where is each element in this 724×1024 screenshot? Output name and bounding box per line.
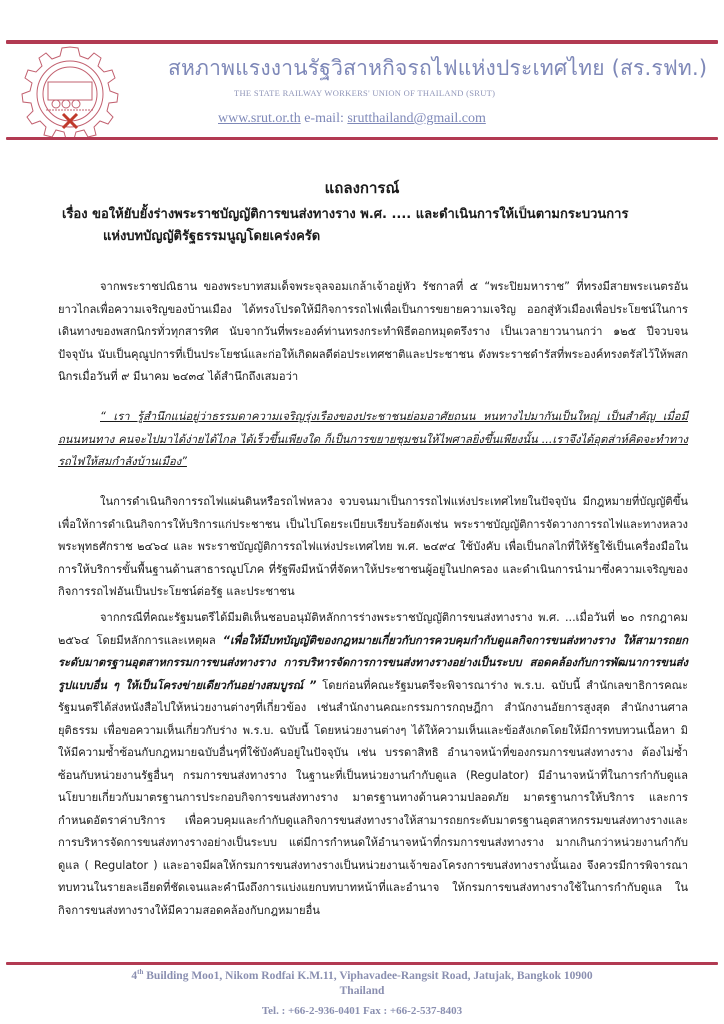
paragraph-2-text: ในการดำเนินกิจการรถไฟแผ่นดินหรือรถไฟหลวง จวบจนมาเป็นการรถไฟแห่งประเทศไทยในปัจจุบัน มีกฎหมายที่บัญญัติขึ้นเพื่อให้การดำเนินกิจการให้บริการแก่ประชาชน เป็นไปโดยระเบียบเรียบร้อยดังเช่น พระราชบัญญัติการจัดวางการรถไฟและทางหลวงพระพุทธศักราช ๒๔๖๔ และ พระราชบัญญัติการรถไฟแห่งประเทศไทย พ.ศ. ๒๔๙๔ ใช้บังคับ เพื่อเป็นกลไกที่ให้รัฐใช้เป็นเครื่องมือในการให้บริการขั้นพื้นฐานด้านสาธารณูปโภค ที่รัฐพึงมีหน้าที่จัดหาให้ประชาชนผู้อยู่ในปกครอง และดำเนินการนำมาซึ่งความเจริญของกิจการรถไฟอันเป็นประโยชน์ต่อรัฐ และประชาชน — [58, 495, 688, 598]
contact-links — [218, 111, 486, 127]
footer-contact: Tel. : +66-2-936-0401 Fax : +66-2-537-8403 — [261, 1005, 463, 1017]
document-title: แถลงการณ์ — [324, 179, 400, 197]
header-bottom-rule — [6, 137, 718, 140]
document-subject — [62, 204, 682, 248]
footer-address-line-2: Thailand — [339, 985, 385, 997]
address-floor-sup: th — [137, 968, 144, 976]
org-name-thai: สหภาพแรงงานรัฐวิสาหกิจรถไฟแห่งประเทศไทย (สร.รฟท.) — [168, 56, 708, 80]
footer-rule — [6, 962, 718, 965]
union-logo-icon — [18, 44, 122, 138]
paragraph-1 — [58, 276, 688, 389]
paragraph-2 — [58, 491, 688, 604]
org-name-english: THE STATE RAILWAY WORKERS' UNION OF THAILAND (SRUT) — [234, 88, 496, 98]
paragraph-3-emphasis: “เพื่อให้มีบทบัญญัติของกฎหมายเกี่ยวกับการควบคุมกำกับดูแลกิจการขนส่งทางราง ให้สามารถยกระดับมาตรฐานอุตสาหกรรมการขนส่งทางราง การบริหารจัดการการขนส่งทางรางอย่างเป็นระบบ สอดคล้องกับการพัฒนาการขนส่งรูปแบบอื่น ๆ ให้เป็นโครงข่ายเดียวกันอย่างสมบูรณ์ ” — [58, 633, 688, 692]
paragraph-3-text-b: โดยก่อนที่คณะรัฐมนตรีจะพิจารณาร่าง พ.ร.บ. ฉบับนี้ สำนักเลขาธิการคณะรัฐมนตรีได้ส่งหนังสือไปให้หน่วยงานต่างๆที่เกี่ยวข้อง เช่นสำนักงานคณะกรรมการกฤษฎีกา สำนักงานอัยการสูงสุด สำนักงานศาลยุติธรรม เพื่อขอความเห็นเกี่ยวกับร่าง พ.ร.บ. ฉบับนี้ โดยหน่วยงานต่างๆ ได้ให้ความเห็นและข้อสังเกตโดยให้มีการทบทวนเนื้อหา มิให้มีความซ้ำซ้อนกับกฎหมายฉบับอื่นๆที่ใช้บังคับอยู่ในปัจจุบัน เช่น บรรดาสิทธิ อำนาจหน้าที่ของกรมการขนส่งทางราง ต้องไม่ซ้ำซ้อนกับหน่วยงานรัฐอื่นๆ กรมการขนส่งทางราง ในฐานะที่เป็นหน่วยงานกำกับดูแล (Regulator) มีอำนาจหน้าที่ในการกำกับดูแลนโยบายเกี่ยวกับมาตรฐานการประกอบกิจการขนส่งทางราง มาตรฐานทางด้านความปลอดภัย มาตรฐานการให้บริการ และการกำหนดอัตราค่าบริการ เพื่อควบคุมและกำกับดูแลกิจการขนส่งทางรางให้สามารถยกระดับมาตรฐานอุตสาหกรรมขนส่งทางรางและการบริหารจัดการขนส่งทางรางอย่างเป็นระบบ แต่มีการกำหนดให้อำนาจหน้าที่กรมการขนส่งทางราง มากเกินกว่าหน่วยงานกำกับดูแล ( Regulator ) และอาจมีผลให้กรมการขนส่งทางรางเป็นหน่วยงานเจ้าของโครงการขนส่งทางรางนั้นเอง จึงควรมีการพิจารณาทบทวนในรายละเอียดที่ชัดเจนและคำนึงถึงการแบ่งแยกบทบาทหน้าที่และอำนาจ ให้กรมการขนส่งทางรางใช้ในการกำกับดูแล ในกิจการขนส่งทางรางให้มีความสอดคล้องกับกฎหมายอื่น — [58, 678, 688, 917]
subject-line-2: แห่งบทบัญญัติรัฐธรรมนูญโดยเคร่งครัด — [103, 229, 321, 244]
paragraph-3-text-a: จากกรณีที่คณะรัฐมนตรีได้มีมติเห็นชอบอนุมัติหลักการร่างพระราชบัญญัติการขนส่งทางราง พ.ศ. ...เมื่อวันที่ ๒๐ กรกฎาคม ๒๕๖๔ โดยมีหลักการและเหตุผล — [58, 611, 688, 647]
website-link[interactable]: www.srut.or.th — [218, 111, 301, 126]
paragraph-3 — [58, 607, 688, 922]
subject-line-1: เรื่อง ขอให้ยับยั้งร่างพระราชบัญญัติการขนส่งทางราง พ.ศ. .... และดำเนินการให้เป็นตามกระบวนการ — [62, 207, 629, 222]
royal-quote-text: “ เรา รู้สำนึกแน่อยู่ว่าธรรมดาความเจริญรุ่งเรืองของประชาชนย่อมอาศัยถนน หนทางไปมากันเป็นใหญ่ เป็นสำคัญ เมื่อมีถนนหนทาง คนจะไปมาได้ง่ายได้ไกล ได้เร็วขึ้นเพียงใด ก็เป็นการขยายชุมชนให้ไพศาลยิ่งขึ้นเพียงนั้น ...เราจึงได้อุตส่าห์คิดจะทำทางรถไฟให้สมกำลังบ้านเมือง” — [58, 410, 688, 468]
paragraph-1-text: จากพระราชปณิธาน ของพระบาทสมเด็จพระจุลจอมเกล้าเจ้าอยู่หัว รัชกาลที่ ๕ “พระปิยมหาราช” ที่ทรงมีสายพระเนตรอันยาวไกลเพื่อความเจริญของบ้านเมือง ได้ทรงโปรดให้มีกิจการรถไฟเพื่อเป็นการขยายความเจริญ ออกสู่หัวเมืองเพื่อประโยชน์ในการเดินทางของพสกนิกรทั่วทุกสารทิศ นับจากวันที่พระองค์ท่านทรงกระทำพิธีตอกหมุดตรึงราง เป็นเวลายาวนานกว่า ๑๒๕ ปีจวบจนปัจจุบัน นับเป็นคุณูปการที่เป็นประโยชน์และก่อให้เกิดผลดีต่อประเทศชาติและประชาชน ดังพระราชดำรัสที่พระองค์ทรงตรัสไว้ให้พสกนิกรเมื่อวันที่ ๙ มีนาคม ๒๔๓๔ ได้สำนึกถึงเสมอว่า — [58, 280, 688, 383]
address-floor: 4 — [131, 969, 138, 982]
email-label: e-mail: — [304, 111, 344, 126]
footer-address-line-1 — [0, 968, 724, 982]
email-link[interactable]: srutthailand@gmail.com — [347, 111, 486, 126]
royal-quote — [58, 406, 688, 474]
address-text: Building Moo1, Nikom Rodfai K.M.11, Viphavadee-Rangsit Road, Jatujak, Bangkok 10900 — [146, 969, 593, 982]
